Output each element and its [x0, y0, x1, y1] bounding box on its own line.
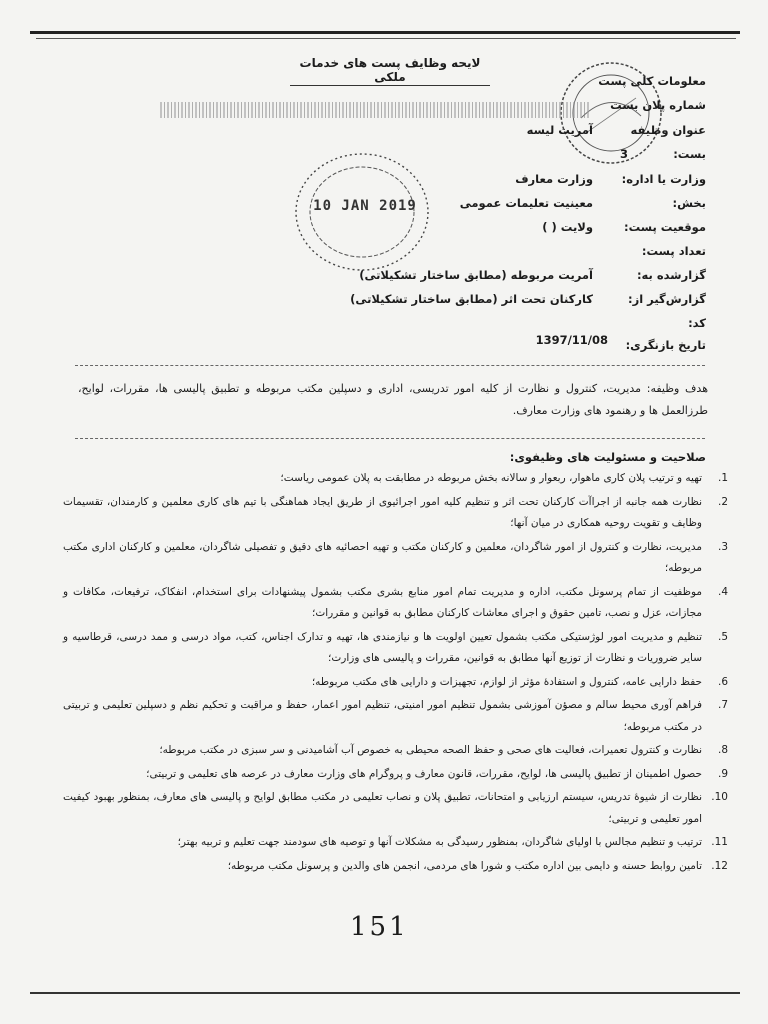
list-item [63, 695, 728, 738]
responsibilities-list [63, 468, 728, 879]
list-item [63, 672, 728, 694]
field-value-section: معینیت تعلیمات عمومی [459, 196, 593, 210]
field-value-location: ولایت ( ) [542, 220, 593, 234]
field-value-supervises: کارکنان تحت اثر (مطابق ساختار تشکیلاتی) [350, 292, 593, 306]
field-label-job-title: عنوان وظیفه [630, 123, 706, 137]
item-number: 1. [717, 472, 728, 484]
field-label-reports-to: گزارشده به: [636, 268, 706, 282]
item-number: 8. [717, 744, 728, 756]
field-label-review-date: تاریخ بازنگری: [625, 338, 706, 352]
field-label-code: کد: [688, 316, 706, 330]
list-item [63, 468, 728, 490]
field-value-job-title: آمریت لیسه [526, 123, 593, 137]
list-item [63, 787, 728, 830]
item-number: 7. [717, 699, 728, 711]
field-value-ministry: وزارت معارف [515, 172, 593, 186]
document-title: لایحه وظایف پست های خدمات ملکی [290, 56, 490, 86]
item-number: 9. [717, 767, 728, 780]
item-number: 3. [717, 540, 728, 553]
field-label-grade: بست: [673, 147, 706, 161]
item-number: 2. [717, 495, 728, 508]
item-text: موظفیت از تمام پرسونل مکتب، اداره و مدیریت تمام امور منابع بشری مکتب بشمول پیشنهادات برای استخدام، انفکاک، ترفیعات، مکافات و مجازات، عزل و نصب، تامین حقوق و اجرای معاشات کارکنان مطابق به قوانین و مقررات؛ [63, 585, 702, 619]
item-number: 10. [711, 791, 728, 803]
item-number: 4. [717, 585, 728, 598]
item-text: مدیریت، نظارت و کنترول از امور شاگردان، معلمین و کارکنان مکتب و تهیه احصائیه های دقیق و تفصیلی شاگردان، معلمین و کارکنان اداری مکتب مربوطه؛ [63, 540, 702, 574]
item-text: نظارت همه جانبه از اجراآت کارکنان تحت اثر و تنظیم کلیه امور اجرائیوی از طریق ایجاد هماهنگی با تیم های کاری معلمین و کارمندان، تقسیمات وظایف و تقویت روحیه همکاری در میان آنها؛ [63, 495, 702, 529]
field-label-post-count: تعداد پست: [641, 244, 706, 258]
item-text: فراهم آوری محیط سالم و مصؤن آموزشی بشمول تنظیم امور امنیتی، تنظیم امور اعمار، حفظ و مراقبت و تحکیم نظم و دسپلین تعلیمی و تربیتی در مکتب مربوطه؛ [63, 699, 702, 733]
field-value-grade: 3 [619, 147, 628, 161]
field-label-supervises: گزارش‌گیر از: [628, 292, 706, 306]
item-text: حفظ دارایی عامه، کنترول و استفادهٔ مؤثر از لوازم، تجهیزات و دارایی های مکتب مربوطه؛ [311, 675, 702, 688]
list-item [63, 764, 728, 786]
item-text: تامین روابط حسنه و دایمی بین اداره مکتب و شورا های مردمی، انجمن های والدین و پرسونل مکتب مربوطه؛ [227, 859, 702, 872]
item-text: ترتیب و تنظیم مجالس با اولیای شاگردان، بمنظور رسیدگی به مشکلات آنها و توصیه های سودمند جهت تعلیم و تربیه بهتر؛ [177, 836, 702, 848]
handwritten-page-number: 151 [350, 912, 409, 942]
list-item [63, 492, 728, 535]
field-label-section: بخش: [672, 196, 706, 210]
item-number: 6. [717, 675, 728, 688]
stamp-date-text: 10 JAN 2019 [313, 198, 417, 214]
date-stamp [292, 150, 432, 275]
redacted-text [160, 102, 590, 118]
item-text: نظارت از شیوۀ تدریس، سیستم ارزیابی و امتحانات، تطبیق پلان و نصاب تعلیمی در مکتب مطابق لوایح و پالیسی های معارف، بمنظور بهبود کیفیت امور تعلیمی و تربیتی؛ [63, 791, 702, 825]
field-value-review-date: 1397/11/08 [535, 333, 608, 347]
item-text: تهیه و ترتیب پلان کاری ماهوار، ربعوار و سالانه بخش مربوطه در مطابقت به پلان عمومی ریاست؛ [280, 472, 702, 484]
list-item [63, 856, 728, 878]
list-item [63, 832, 728, 854]
top-rule [30, 31, 740, 34]
item-number: 12. [711, 859, 728, 872]
list-item [63, 582, 728, 625]
list-item [63, 627, 728, 670]
separator [75, 438, 705, 439]
top-rule-thin [36, 38, 736, 39]
separator [75, 365, 705, 366]
field-label-plan-number: شماره پلان بست [610, 98, 706, 112]
job-purpose: هدف وظیفه: مدیریت، کنترول و نظارت از کلیه امور تدریسی، اداری و دسپلین مکتب مربوطه و تطبیق پالیسی ها، مقررات، لوایح، طرزالعمل ها و رهنمود های وزارت معارف. [78, 382, 708, 417]
field-label-ministry: وزارت یا اداره: [621, 172, 706, 186]
bottom-rule [30, 992, 740, 994]
item-number: 5. [717, 630, 728, 643]
item-text: تنظیم و مدیریت امور لوژستیکی مکتب بشمول تعیین اولویت ها و نیازمندی ها، تهیه و تدارک اجناس، کتب، مواد درسی و ممد درسی، قرطاسیه و سایر ضروریات و نظارت از توزیع آنها مطابق به قوانین، مقررات و پالیسی های وزارت؛ [63, 630, 702, 664]
field-value-reports-to: آمریت مربوطه (مطابق ساختار تشکیلاتی) [359, 268, 593, 282]
item-text: حصول اطمینان از تطبیق پالیسی ها، لوایح، مقررات، قانون معارف و پروگرام های وزارت معارف در عرصه های تعلیمی و تربیتی؛ [146, 767, 702, 780]
list-item [63, 740, 728, 762]
item-text: نظارت و کنترول تعمیرات، فعالیت های صحی و حفظ الصحه محیطی به خصوص آب آشامیدنی و سر سبزی در مکتب مربوطه؛ [159, 744, 702, 756]
field-label-general-info: معلومات کلی پست [598, 74, 706, 88]
field-label-location: موقعیت پست: [623, 220, 706, 234]
responsibilities-heading: صلاحیت و مسئولیت های وظیفوی: [509, 450, 706, 464]
item-number: 11. [711, 836, 728, 848]
list-item [63, 537, 728, 580]
